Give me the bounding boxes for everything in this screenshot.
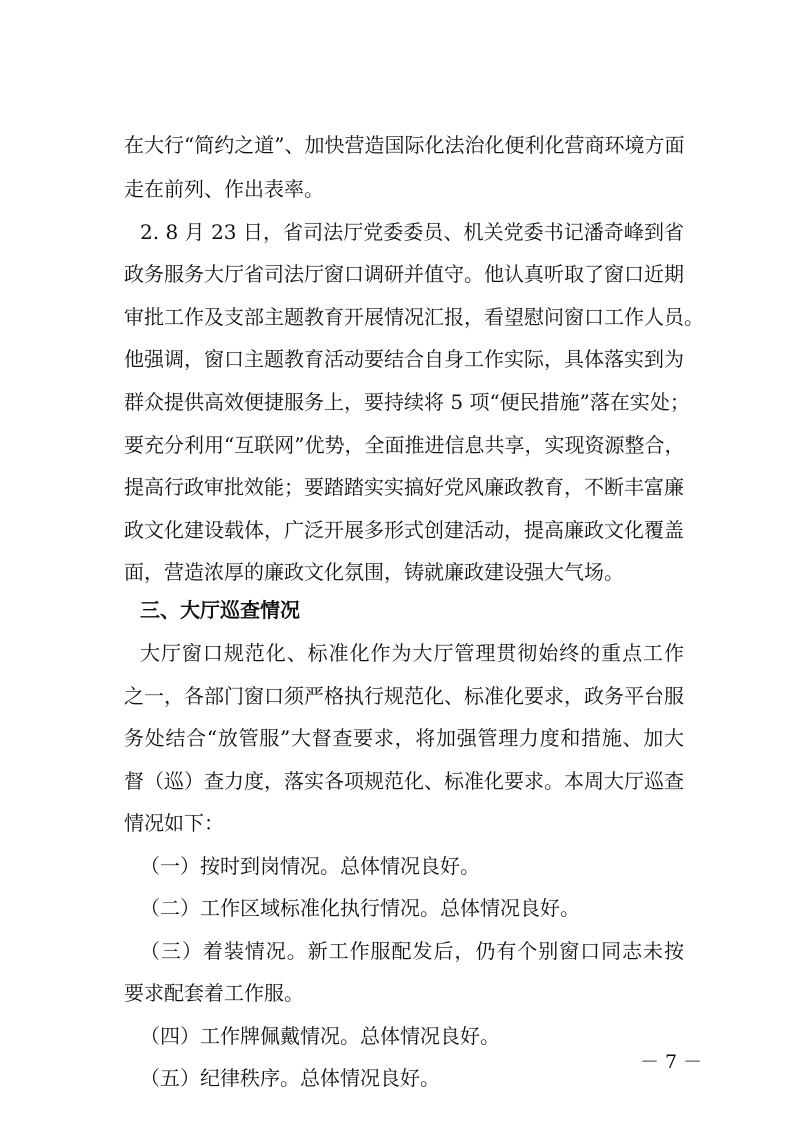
body-line: 在大行“简约之道”、加快营造国际化法治化便利化营商环境方面 <box>124 133 685 157</box>
body-line: 政文化建设载体，广泛开展多形式创建活动，提高廉政文化覆盖 <box>124 518 684 542</box>
body-line: 审批工作及支部主题教育开展情况汇报，看望慰问窗口工作人员。 <box>124 305 704 329</box>
body-line: 他强调，窗口主题教育活动要结合自身工作实际，具体落实到为 <box>124 347 684 371</box>
list-item: （三）着装情况。新工作服配发后，仍有个别窗口同志未按 <box>140 939 684 963</box>
page-number: － 7 － <box>640 1051 703 1073</box>
body-line: 群众提供高效便捷服务上，要持续将 5 项“便民措施”落在实处； <box>124 390 690 414</box>
body-line: 政务服务大厅省司法厅窗口调研并值守。他认真听取了窗口近期 <box>124 262 684 286</box>
list-item-continuation: 要求配套着工作服。 <box>124 981 304 1005</box>
body-line: 提高行政审批效能；要踏踏实实搞好党风廉政教育，不断丰富廉 <box>124 475 684 499</box>
list-item: （一）按时到岗情况。总体情况良好。 <box>140 854 480 878</box>
body-line: 要充分利用“互联网”优势，全面推进信息共享，实现资源整合， <box>124 433 685 457</box>
body-line: 走在前列、作出表率。 <box>124 177 324 201</box>
list-item: （二）工作区域标准化执行情况。总体情况良好。 <box>140 896 580 920</box>
body-line: 情况如下： <box>124 811 224 835</box>
section-heading: 三、大厅巡查情况 <box>140 598 300 622</box>
list-item: （五）纪律秩序。总体情况良好。 <box>140 1066 440 1090</box>
body-line: 大厅窗口规范化、标准化作为大厅管理贯彻始终的重点工作 <box>140 641 684 665</box>
body-line: 务处结合“放管服”大督查要求，将加强管理力度和措施、加大 <box>124 726 684 750</box>
list-item: （四）工作牌佩戴情况。总体情况良好。 <box>140 1024 500 1048</box>
body-line: 面，营造浓厚的廉政文化氛围，铸就廉政建设强大气场。 <box>124 560 624 584</box>
body-line: 之一，各部门窗口须严格执行规范化、标准化要求，政务平台服 <box>124 684 684 708</box>
body-line: 督（巡）查力度，落实各项规范化、标准化要求。本周大厅巡查 <box>124 769 684 793</box>
body-line: 2. 8 月 23 日，省司法厅党委委员、机关党委书记潘奇峰到省 <box>140 220 684 244</box>
